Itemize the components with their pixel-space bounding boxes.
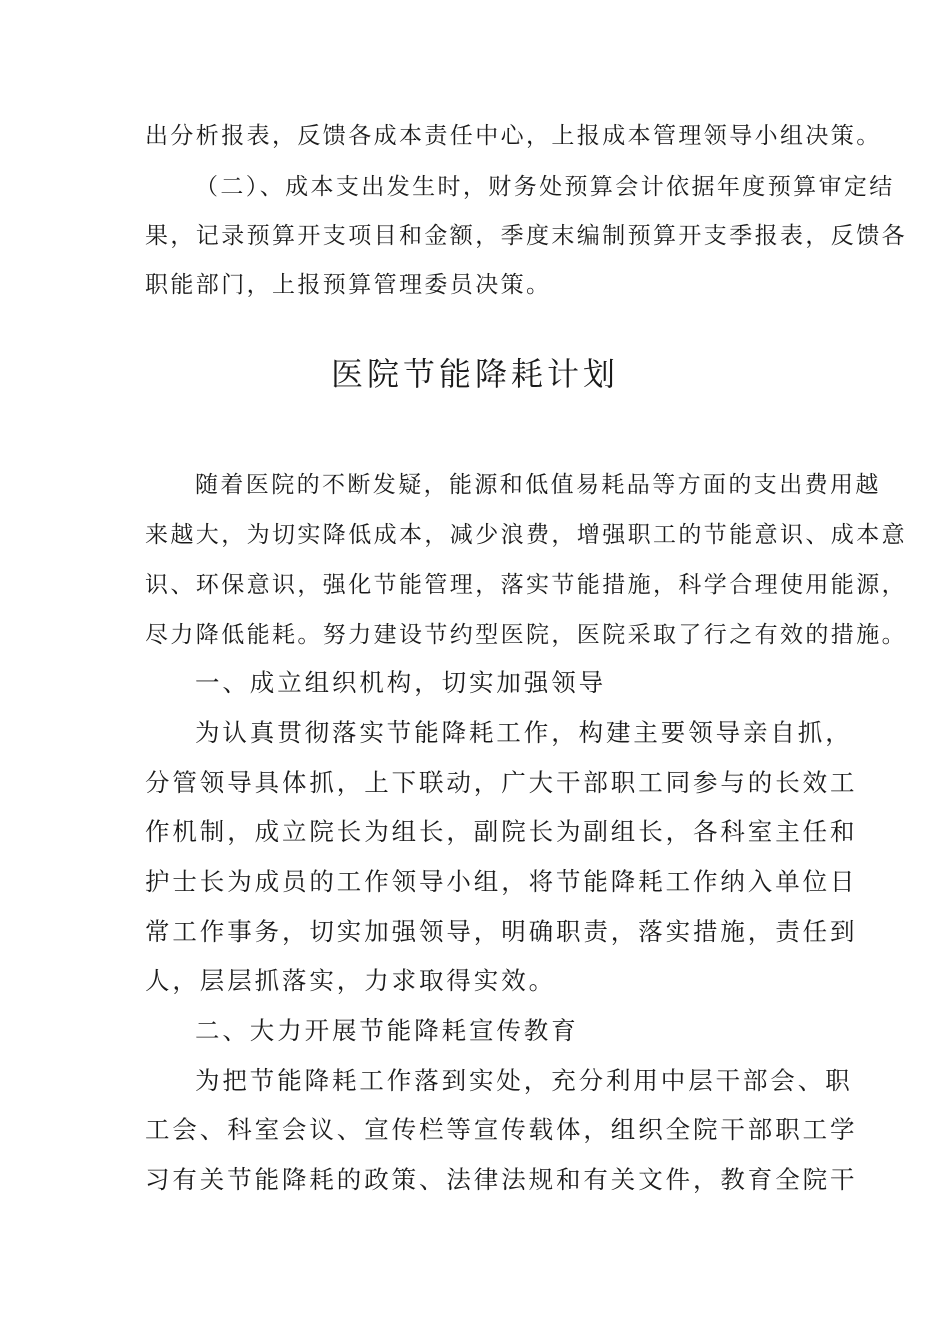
paragraph-line: 来越大，为切实降低成本，减少浪费，增强职工的节能意识、成本意	[145, 522, 907, 548]
paragraph-line: 果，记录预算开支项目和金额，季度末编制预算开支季报表，反馈各	[145, 223, 907, 249]
section-heading: 二、大力开展节能降耗宣传教育	[195, 1016, 579, 1045]
paragraph-line: （二）、成本支出发生时，财务处预算会计依据年度预算审定结	[195, 174, 895, 200]
paragraph-line: 职能部门，上报预算管理委员决策。	[145, 272, 552, 298]
paragraph-line: 出分析报表，反馈各成本责任中心，上报成本管理领导小组决策。	[145, 123, 882, 149]
paragraph-line: 为把节能降耗工作落到实处，充分利用中层干部会、职	[195, 1066, 853, 1095]
paragraph-line: 尽力降低能耗。努力建设节约型医院，医院采取了行之有效的措施。	[145, 622, 907, 648]
document-title: 医院节能降耗计划	[330, 355, 619, 393]
paragraph-line: 工会、科室会议、宣传栏等宣传载体，组织全院干部职工学	[145, 1115, 858, 1144]
paragraph-line: 常工作事务，切实加强领导，明确职责，落实措施，责任到	[145, 917, 858, 946]
paragraph-line: 人，层层抓落实，力求取得实效。	[145, 966, 556, 995]
paragraph-line: 分管领导具体抓，上下联动，广大干部职工同参与的长效工	[145, 768, 858, 797]
paragraph-line: 作机制，成立院长为组长，副院长为副组长，各科室主任和	[145, 817, 858, 846]
paragraph-line: 习有关节能降耗的政策、法律法规和有关文件，教育全院干	[145, 1165, 858, 1194]
paragraph-line: 随着医院的不断发疑，能源和低值易耗品等方面的支出费用越	[195, 472, 881, 498]
paragraph-line: 识、环保意识，强化节能管理，落实节能措施，科学合理使用能源，	[145, 572, 907, 598]
paragraph-line: 护士长为成员的工作领导小组，将节能降耗工作纳入单位日	[145, 867, 858, 896]
paragraph-line: 为认真贯彻落实节能降耗工作，构建主要领导亲自抓，	[195, 718, 853, 747]
section-heading: 一、成立组织机构，切实加强领导	[195, 668, 606, 697]
